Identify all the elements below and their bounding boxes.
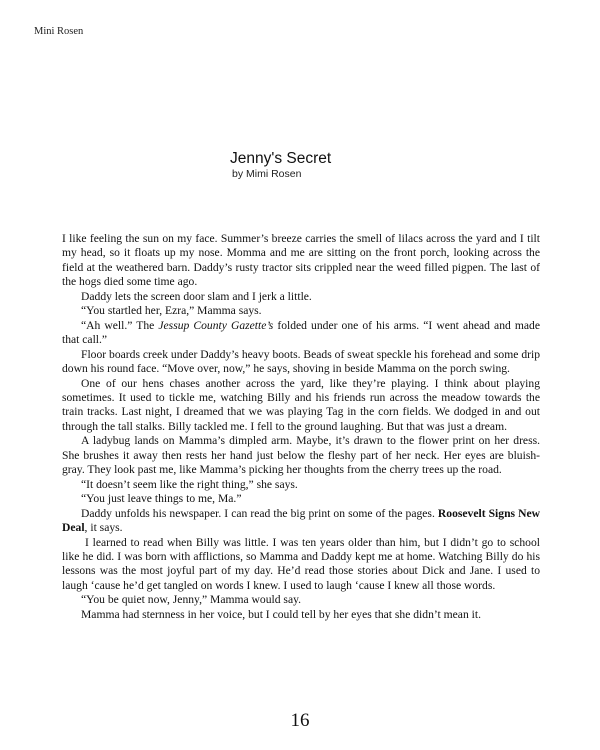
paragraph: “You be quiet now, Jenny,” Mamma would say.	[81, 593, 302, 607]
running-header-author: Mini Rosen	[34, 26, 84, 37]
paragraph: A ladybug lands on Mamma’s dimpled arm. Maybe, it’s drawn to the flower print on her dress. She brushes it away then rests her hand just below the fleshy part of her neck. Her eyes are bluish-gray. They look past me, like Mamma’s picking her thoughts from the cherry trees up the road.	[62, 434, 540, 477]
page-number: 16	[290, 710, 310, 731]
paragraph: “You startled her, Ezra,” Mamma says.	[81, 304, 262, 318]
story-byline: by Mimi Rosen	[232, 168, 302, 180]
text-run: “Ah well.” The	[81, 318, 159, 332]
paragraph: I learned to read when Billy was little. I was ten years older than him, but I didn’t go to school like he did. I was born with afflictions, so Mamma and Daddy kept me at home. Watching Billy do his lessons was the most joyful part of my day. He’d read those stories about Dick and Jane. I used to laugh ‘cause he’d get tangled on words I knew. I used to laugh ‘cause I knew all those words.	[62, 535, 540, 592]
story-body	[62, 232, 540, 622]
text-run: Daddy unfolds his newspaper. I can read the big print on some of the pages.	[81, 506, 438, 520]
paragraph: I like feeling the sun on my face. Summer’s breeze carries the smell of lilacs across the yard and I tilt my head, so it floats up my nose. Momma and me are sitting on the front porch, looking across the field at the weathered barn. Daddy’s rusty tractor sits crippled near the weed filled pigpen. The last of the hogs died some time ago.	[62, 232, 540, 289]
newspaper-name: Jessup County Gazette’s	[158, 318, 274, 332]
title-block	[230, 150, 331, 181]
story-title: Jenny's Secret	[230, 150, 332, 167]
paragraph: One of our hens chases another across the yard, like they’re playing. I think about playing sometimes. It used to tickle me, watching Billy and his friends run across the meadow towards the train tracks. Last night, I dreamed that we was playing Tag in the corn fields. We dodged in and out through the tall stalks. Billy tackled me. I fell to the ground laughing. But that was just a dream.	[62, 376, 540, 433]
paragraph: Mamma had sternness in her voice, but I could tell by her eyes that she didn’t mean it.	[81, 607, 481, 621]
paragraph: “It doesn’t seem like the right thing,” she says.	[81, 477, 298, 491]
paragraph: “You just leave things to me, Ma.”	[81, 492, 242, 506]
newspaper-headline: Roosevelt Signs New Deal	[62, 506, 540, 535]
paragraph	[62, 319, 540, 348]
text-run: folded under one of his arms. “I went ahead and made that call.”	[62, 318, 540, 347]
paragraph	[62, 507, 540, 536]
paragraph: Floor boards creek under Daddy’s heavy boots. Beads of sweat speckle his forehead and some drip down his round face. “Move over, now,” he says, shoving in beside Mamma on the porch swing.	[62, 347, 540, 376]
text-run: , it says.	[84, 521, 123, 535]
paragraph: Daddy lets the screen door slam and I jerk a little.	[81, 289, 312, 303]
